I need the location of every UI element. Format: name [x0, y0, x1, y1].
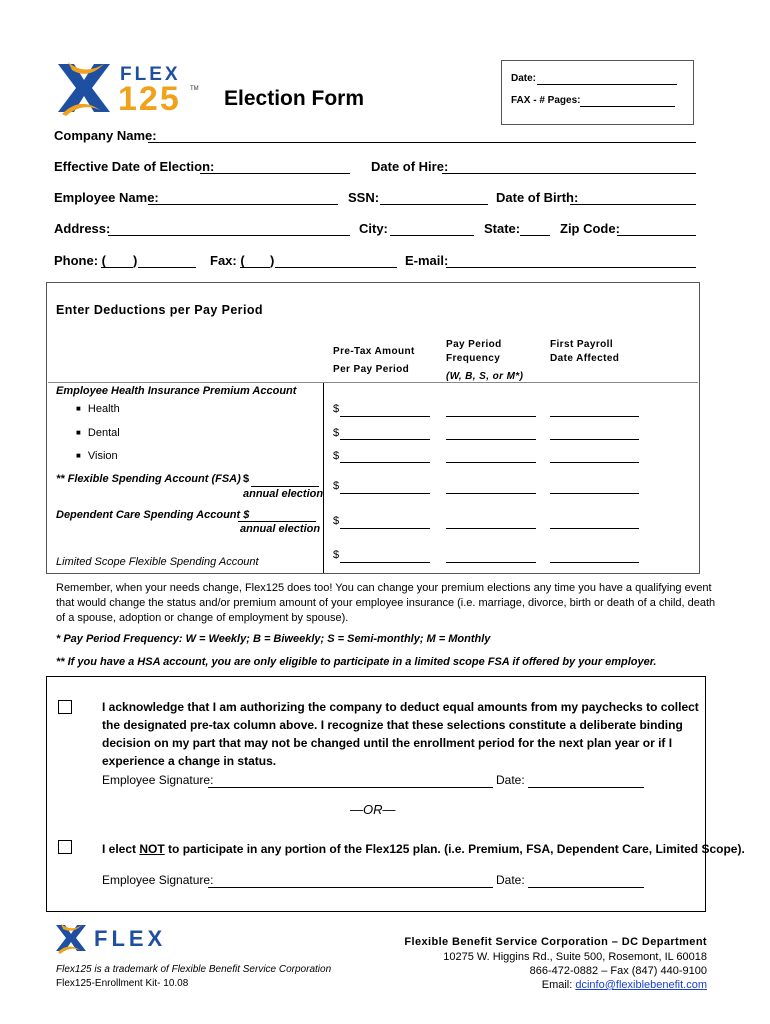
- vision-amount-field[interactable]: [340, 462, 430, 463]
- fax-paren-close: ): [270, 253, 275, 268]
- decline-not: NOT: [139, 842, 165, 856]
- deductions-box: [46, 282, 700, 574]
- phone-area-field[interactable]: [101, 267, 133, 268]
- date-field[interactable]: [537, 84, 677, 85]
- effective-date-field[interactable]: [200, 173, 350, 174]
- table-header-divider: [48, 382, 698, 383]
- state-label: State:: [484, 221, 521, 236]
- phone-paren-close: ): [133, 253, 138, 268]
- zip-field[interactable]: [617, 235, 696, 236]
- logo-125-text: 125: [118, 80, 181, 118]
- vision-frequency-field[interactable]: [446, 462, 536, 463]
- footer-logo-text: FLEX: [94, 926, 167, 951]
- decline-text: [102, 842, 745, 856]
- date-label: Date:: [511, 73, 537, 84]
- signature-date-field[interactable]: [528, 787, 644, 788]
- address-label: Address:: [54, 221, 111, 236]
- or-separator: —OR—: [350, 802, 396, 817]
- vision-label: Vision: [87, 450, 118, 462]
- frequency-key-note: * Pay Period Frequency: W = Weekly; B = Biweekly; S = Semi-monthly; M = Monthly: [56, 633, 491, 645]
- health-frequency-field[interactable]: [446, 416, 536, 417]
- decline-signature-field[interactable]: [208, 887, 493, 888]
- dollar-sign: $: [333, 515, 340, 527]
- decline-text-post: to participate in any portion of the Flex125 plan. (i.e. Premium, FSA, Dependent Care, Limited Scope).: [164, 842, 745, 856]
- dollar-sign: $: [333, 549, 340, 561]
- dependent-care-annual-election-field[interactable]: [238, 521, 316, 522]
- fsa-annual-election-label: annual election: [243, 488, 324, 500]
- fsa-first-payroll-field[interactable]: [550, 493, 639, 494]
- col-freq-1: Pay Period: [446, 339, 502, 350]
- health-first-payroll-field[interactable]: [550, 416, 639, 417]
- dependent-care-amount-field[interactable]: [340, 528, 430, 529]
- acknowledge-checkbox[interactable]: [58, 700, 72, 714]
- fax-info-box: [501, 60, 694, 125]
- fsa-frequency-field[interactable]: [446, 493, 536, 494]
- hi-heading: Employee Health Insurance Premium Account: [56, 385, 297, 397]
- limited-scope-amount-field[interactable]: [340, 562, 430, 563]
- remember-note: Remember, when your needs change, Flex125 does too! You can change your premium elections any time you have a qualifying event that would change the status and/or premium amount of your employee insurance (i.e. marriage, divorce, birth or death of a child, death of a spouse, adoption or change of employment by spouse).: [56, 582, 716, 624]
- footer-logo: [54, 922, 184, 958]
- fsa-annual-election-field[interactable]: [251, 486, 319, 487]
- dental-frequency-field[interactable]: [446, 439, 536, 440]
- dependent-care-annual-election-label: annual election: [240, 523, 321, 535]
- decline-checkbox[interactable]: [58, 840, 72, 854]
- fax-pages-field[interactable]: [580, 106, 675, 107]
- fax-label: Fax: (: [210, 253, 245, 268]
- dollar-sign: $: [243, 473, 250, 485]
- col-first-2: Date Affected: [550, 353, 620, 364]
- fsa-amount-field[interactable]: [340, 493, 430, 494]
- signature-date-label: Date:: [496, 773, 525, 787]
- limited-scope-frequency-field[interactable]: [446, 562, 536, 563]
- health-label: Health: [87, 403, 120, 415]
- fsa-label: ** Flexible Spending Account (FSA): [56, 473, 241, 485]
- city-field[interactable]: [390, 235, 474, 236]
- footer-trademark: Flex125 is a trademark of Flexible Benefit Service Corporation: [56, 964, 332, 975]
- phone-field[interactable]: [138, 267, 196, 268]
- ssn-field[interactable]: [380, 204, 488, 205]
- dollar-sign: $: [333, 450, 340, 462]
- limited-scope-label: Limited Scope Flexible Spending Account: [56, 556, 259, 568]
- acknowledge-text: I acknowledge that I am authorizing the company to deduct equal amounts from my paychecks to collect the designated pre-tax column above. I recognize that these selections constitute a deliberate binding decision on my part that may not be changed until the enrollment period for the next plan year or if I experience a change in status.: [102, 700, 699, 768]
- employee-signature-field[interactable]: [208, 787, 493, 788]
- employee-name-field[interactable]: [148, 204, 338, 205]
- date-of-hire-field[interactable]: [442, 173, 696, 174]
- table-row: [76, 403, 120, 415]
- col-first-1: First Payroll: [550, 339, 613, 350]
- ssn-label: SSN:: [348, 190, 380, 205]
- decline-text-pre: I elect: [102, 842, 140, 856]
- employee-name-label: Employee Name:: [54, 190, 159, 205]
- col-freq-3: (W, B, S, or M*): [446, 371, 524, 382]
- bullet-icon: ■: [76, 404, 81, 413]
- bullet-icon: ■: [76, 451, 81, 460]
- email-field[interactable]: [446, 267, 696, 268]
- footer-kit: Flex125-Enrollment Kit- 10.08: [56, 978, 189, 989]
- vision-first-payroll-field[interactable]: [550, 462, 639, 463]
- col-freq-2: Frequency: [446, 353, 501, 364]
- dental-first-payroll-field[interactable]: [550, 439, 639, 440]
- footer-company: Flexible Benefit Service Corporation – DC Department: [404, 936, 707, 948]
- state-field[interactable]: [520, 235, 550, 236]
- zip-label: Zip Code:: [560, 221, 620, 236]
- decline-date-field[interactable]: [528, 887, 644, 888]
- dental-label: Dental: [87, 427, 120, 439]
- decline-signature-label: Employee Signature:: [102, 873, 214, 887]
- fax-area-field[interactable]: [240, 267, 270, 268]
- dob-field[interactable]: [570, 204, 696, 205]
- table-row: [76, 450, 118, 462]
- bullet-icon: ■: [76, 428, 81, 437]
- dob-label: Date of Birth:: [496, 190, 579, 205]
- dental-amount-field[interactable]: [340, 439, 430, 440]
- hsa-note: ** If you have a HSA account, you are only eligible to participate in a limited scope FSA if offered by your employer.: [56, 656, 657, 668]
- col-pretax-1: Pre-Tax Amount: [333, 346, 415, 357]
- date-of-hire-label: Date of Hire:: [371, 159, 449, 174]
- effective-date-label: Effective Date of Election:: [54, 159, 215, 174]
- footer-email-link[interactable]: dcinfo@flexiblebenefit.com: [575, 979, 707, 991]
- email-label: E-mail:: [405, 253, 449, 268]
- footer-email-line: [542, 979, 707, 991]
- logo-tm: TM: [190, 86, 199, 92]
- limited-scope-first-payroll-field[interactable]: [550, 562, 639, 563]
- footer-logo-mark-icon: [54, 922, 88, 954]
- company-name-label: Company Name:: [54, 128, 157, 143]
- col-pretax-2: Per Pay Period: [333, 364, 410, 375]
- signature-label: Employee Signature:: [102, 773, 214, 787]
- table-column-divider: [323, 383, 324, 573]
- dependent-care-label: Dependent Care Spending Account $: [56, 509, 250, 521]
- fax-field[interactable]: [275, 267, 397, 268]
- health-amount-field[interactable]: [340, 416, 430, 417]
- footer-email-label: Email:: [541, 979, 576, 991]
- deductions-heading: Enter Deductions per Pay Period: [56, 303, 263, 317]
- logo-flex-text: FLEX: [120, 64, 181, 85]
- footer-phone: 866-472-0882 – Fax (847) 440-9100: [529, 965, 707, 977]
- company-name-field[interactable]: [148, 142, 696, 143]
- phone-label: Phone: (: [54, 253, 106, 268]
- decline-date-label: Date:: [496, 873, 525, 887]
- fax-pages-label: FAX - # Pages:: [511, 95, 581, 106]
- page-title: Election Form: [224, 87, 365, 110]
- address-field[interactable]: [108, 235, 350, 236]
- table-row: [76, 427, 120, 439]
- flex125-logo: [54, 58, 204, 118]
- dollar-sign: $: [333, 480, 340, 492]
- dollar-sign: $: [333, 403, 340, 415]
- dollar-sign: $: [333, 427, 340, 439]
- footer-address: 10275 W. Higgins Rd., Suite 500, Rosemont, IL 60018: [443, 951, 707, 963]
- city-label: City:: [359, 221, 388, 236]
- dependent-care-frequency-field[interactable]: [446, 528, 536, 529]
- dependent-care-first-payroll-field[interactable]: [550, 528, 639, 529]
